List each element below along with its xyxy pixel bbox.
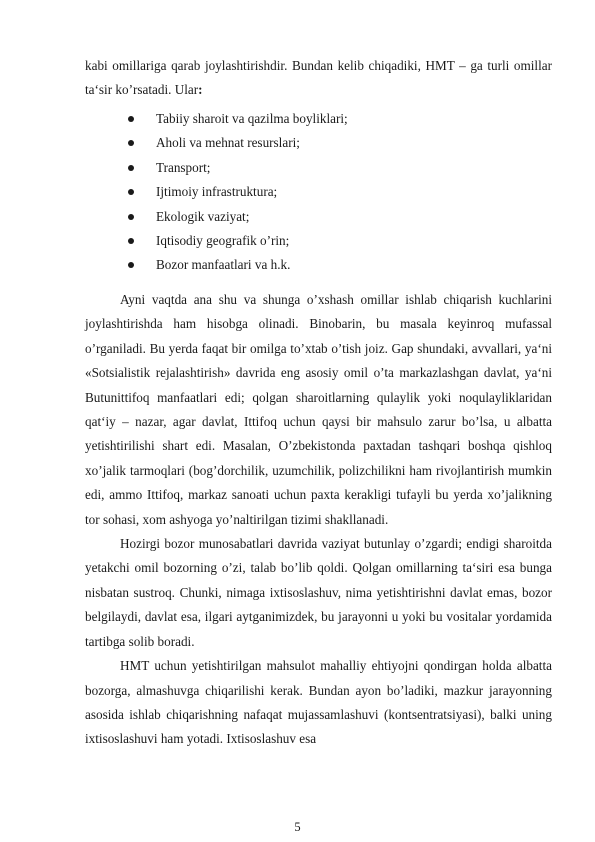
factors-list: [128, 107, 348, 278]
paragraph: Ayni vaqtda ana shu va shunga o’xshash omillar ishlab chiqarish kuchlarini joylashtirishda ham hisobga olinadi. Binobarin, bu masala keyinroq mufassal o’rganiladi. Bu yerda faqat bir omilga to’xtab o’tish joiz. Gap shundaki, avvallari, ya‘ni «Sotsialistik rejalashtirish» davrida eng asosiy omil o’ta markazlashgan davlat, ya‘ni Butunittifoq manfaatlari edi; qolgan sharoitlarning qulaylik yoki noqulayliklaridan qat‘iy – nazar, agar davlat, Ittifoq uchun qaysi bir mahsulo zarur bo’lsa, u albatta yetishtirilishi shart edi. Masalan, O’zbekistonda paxtadan tashqari boshqa qishloq xo’jalik tarmoqlari (bog’dorchilik, uzumchilik, polizchilikni ham rivojlantirish mumkin edi, ammo Ittifoq, markaz sanoati uchun paxta kerakligi tufayli bu yerda xo’jalikning tor sohasi, xom ashyoga yo’naltirilgan tizimi shakllanadi.: [85, 292, 552, 527]
paragraph: HMT uchun yetishtirilgan mahsulot mahalliy ehtiyojni qondirgan holda albatta bozorga, almashuvga chiqarilishi kerak. Bundan ayon bo’ladiki, mazkur jarayonning asosida ishlab chiqarishning nafaqat mujassamlashuvi (kontsentratsiyasi), balki uning ixtisoslashuvi ham yotadi. Ixtisoslashuv esa: [85, 658, 552, 747]
list-item-text: Transport;: [156, 159, 211, 175]
list-item-text: Ekologik vaziyat;: [156, 208, 250, 224]
intro-paragraph: [85, 54, 552, 103]
bullet-icon: [128, 116, 134, 122]
bullet-icon: [128, 214, 134, 220]
page-number: 5: [294, 820, 301, 834]
list-item-text: Tabiiy sharoit va qazilma boyliklari;: [156, 111, 348, 126]
list-item: [128, 229, 348, 253]
bullet-icon: [128, 262, 134, 268]
bullet-icon: [128, 189, 134, 195]
list-item: [128, 107, 348, 131]
list-item: [128, 156, 348, 180]
list-item: [128, 180, 348, 204]
bullet-icon: [128, 238, 134, 244]
list-item-text: Iqtisodiy geografik o’rin;: [156, 233, 290, 249]
list-item: [128, 205, 348, 229]
intro-colon: :: [198, 82, 203, 98]
paragraph: Hozirgi bozor munosabatlari davrida vaziyat butunlay o’zgardi; endigi sharoitda yetakchi omil bozorning o’zi, talab bo’lib qoldi. Qolgan omillarning ta‘siri esa bunga nisbatan sustroq. Chunki, nimaga ixtisoslashuv, nima yetishtirishni davlat emas, bozor belgilaydi, davlat esa, ilgari aytganimizdek, bu jarayonni u yoki bu vositalar yordamida tartibga solib boradi.: [85, 536, 552, 649]
intro-text: kabi omillariga qarab joylashtirishdir. Bundan kelib chiqadiki, HMT – ga turli omillar ta‘sir ko’rsatadi. Ular: [85, 58, 552, 98]
bullet-icon: [128, 140, 134, 146]
list-item: [128, 131, 348, 155]
list-item-text: Aholi va mehnat resurslari;: [156, 135, 300, 151]
list-item-text: Ijtimoiy infrastruktura;: [156, 184, 278, 200]
list-item-text: Bozor manfaatlari va h.k.: [156, 257, 291, 273]
list-item: [128, 253, 348, 277]
bullet-icon: [128, 165, 134, 171]
body-text: [85, 288, 552, 752]
